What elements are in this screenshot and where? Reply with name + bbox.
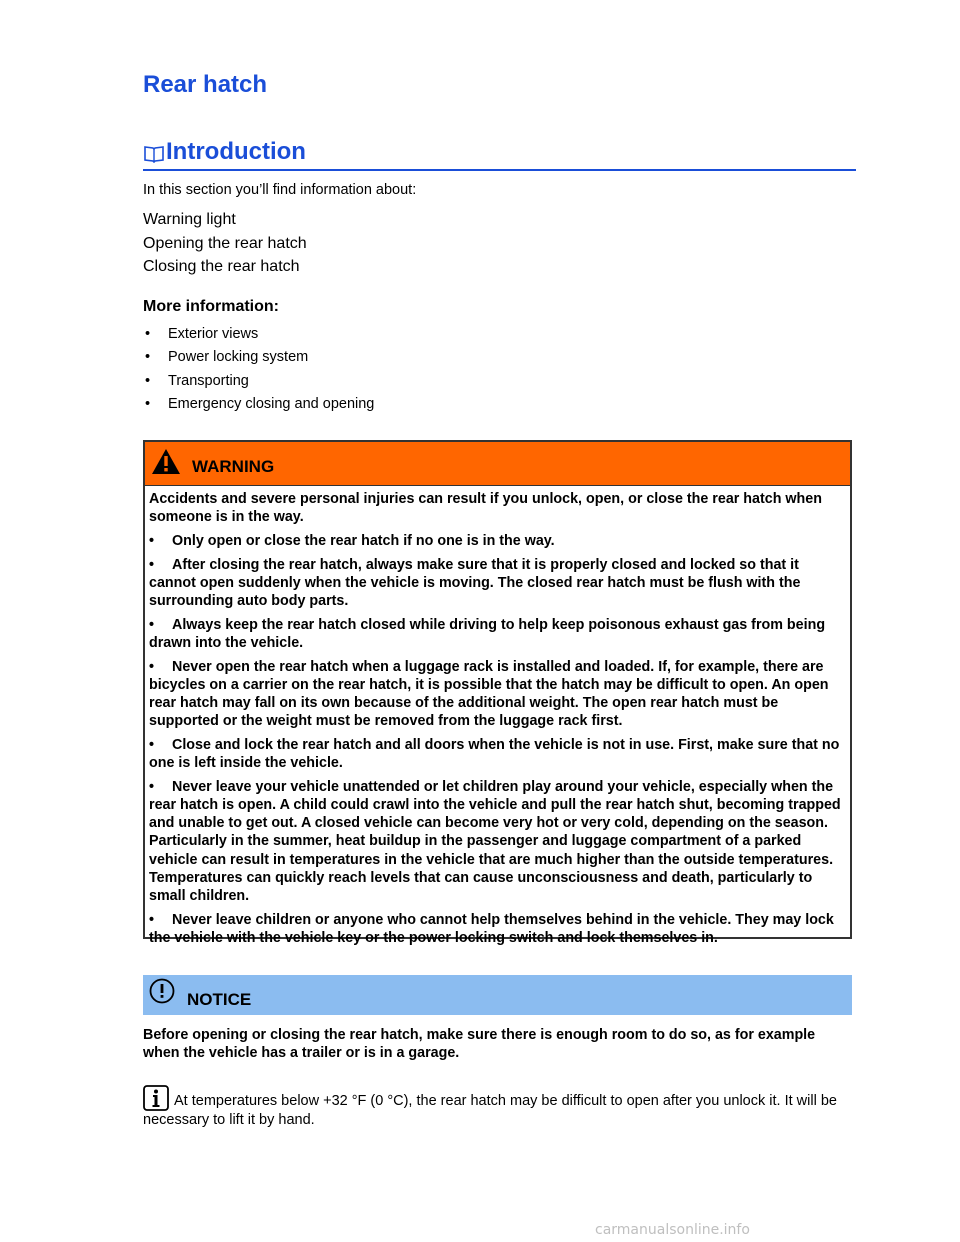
notice-header xyxy=(143,975,852,1015)
bullet: • xyxy=(145,372,151,389)
bullet: • xyxy=(145,349,151,366)
page-title: Rear hatch xyxy=(143,71,268,98)
warning-item-text: Never open the rear hatch when a luggage rack is installed and loaded. If, for example, there are bicycles on a carrier on the rear hatch, it is possible that the hatch may be difficult to open. An open rear hatch may fall on its own because of the additional weight. The open rear hatch must be supported or the weight must be removed from the luggage rack first. xyxy=(149,658,829,730)
exclamation-circle-icon xyxy=(149,978,175,1004)
warning-item-text: Close and lock the rear hatch and all doors when the vehicle is not in use. First, make sure that no one is left inside the vehicle. xyxy=(149,736,840,772)
info-note xyxy=(143,1085,853,1130)
warning-item xyxy=(149,911,846,947)
section-title: Introduction xyxy=(166,138,306,165)
warning-item xyxy=(149,556,846,611)
warning-label: WARNING xyxy=(192,456,275,476)
intro-links-list xyxy=(143,208,307,279)
warning-box xyxy=(143,440,852,946)
warning-item xyxy=(149,658,846,731)
link-opening-rear-hatch[interactable]: Opening the rear hatch xyxy=(143,234,307,252)
warning-item xyxy=(149,778,846,905)
list-item xyxy=(143,373,374,396)
warning-item-text: Only open or close the rear hatch if no one is in the way. xyxy=(172,532,555,549)
info-text: At temperatures below +32 °F (0 °C), the rear hatch may be difficult to open after you unlock it. It will be necessary to lift it by hand. xyxy=(143,1093,837,1128)
notice-label: NOTICE xyxy=(187,990,252,1009)
link-exterior-views[interactable]: Exterior views xyxy=(168,326,259,342)
warning-item-text: Never leave children or anyone who cannot help themselves behind in the vehicle. They may lock the vehicle with the vehicle key or the power locking switch and lock themselves in. xyxy=(149,911,834,946)
list-item xyxy=(143,396,374,419)
warning-item-text: After closing the rear hatch, always make sure that it is properly closed and locked so that it cannot open suddenly when the vehicle is moving. The closed rear hatch must be flush with the surrounding auto body parts. xyxy=(149,556,801,610)
warning-item-text: Never leave your vehicle unattended or let children play around your vehicle, especially when the rear hatch is open. A child could crawl into the vehicle and pull the rear hatch shut, becoming trapped and unable to get out. A closed vehicle can become very hot or very cold, depending on the season. Particularly in the summer, heat buildup in the passenger and luggage compartment of a parked vehicle can result in temperatures in the vehicle that are much higher than the outside temperatures. Temperatures can quickly reach levels that can cause unconsciousness and death, particularly to small children. xyxy=(149,778,841,905)
watermark: carmanualsonline.info xyxy=(595,1222,750,1238)
link-warning-light[interactable]: Warning light xyxy=(143,211,236,228)
bullet: • xyxy=(149,556,155,573)
warning-item xyxy=(149,736,846,772)
info-icon xyxy=(143,1085,169,1111)
warning-intro: Accidents and severe personal injuries can result if you unlock, open, or close the rear hatch when someone is in the way. xyxy=(149,491,822,526)
bullet: • xyxy=(149,778,155,795)
link-power-locking-system[interactable]: Power locking system xyxy=(168,349,309,366)
warning-triangle-icon xyxy=(151,448,181,475)
bullet: • xyxy=(149,532,155,549)
notice-text: Before opening or closing the rear hatch, make sure there is enough room to do so, as for example when the vehicle has a trailer or is in a garage. xyxy=(143,1027,816,1062)
intro-text: In this section you’ll find information about: xyxy=(143,182,417,198)
bullet: • xyxy=(149,911,155,928)
list-item xyxy=(143,326,374,349)
bullet: • xyxy=(149,736,155,753)
bullet: • xyxy=(149,658,155,675)
link-closing-rear-hatch[interactable]: Closing the rear hatch xyxy=(143,258,300,275)
book-icon xyxy=(143,142,165,164)
more-info-list xyxy=(143,326,374,420)
section-header xyxy=(143,136,856,171)
bullet: • xyxy=(145,326,151,342)
list-item xyxy=(143,349,374,372)
link-transporting[interactable]: Transporting xyxy=(168,372,249,389)
warning-item xyxy=(149,532,846,550)
bullet: • xyxy=(149,616,155,633)
link-emergency-closing-opening[interactable]: Emergency closing and opening xyxy=(168,396,375,413)
bullet: • xyxy=(145,396,151,413)
more-info-heading: More information: xyxy=(143,298,279,315)
warning-item xyxy=(149,616,846,652)
warning-header xyxy=(145,442,850,486)
warning-item-text: Always keep the rear hatch closed while driving to help keep poisonous exhaust gas from being drawn into the vehicle. xyxy=(149,616,826,651)
warning-body xyxy=(145,486,850,947)
